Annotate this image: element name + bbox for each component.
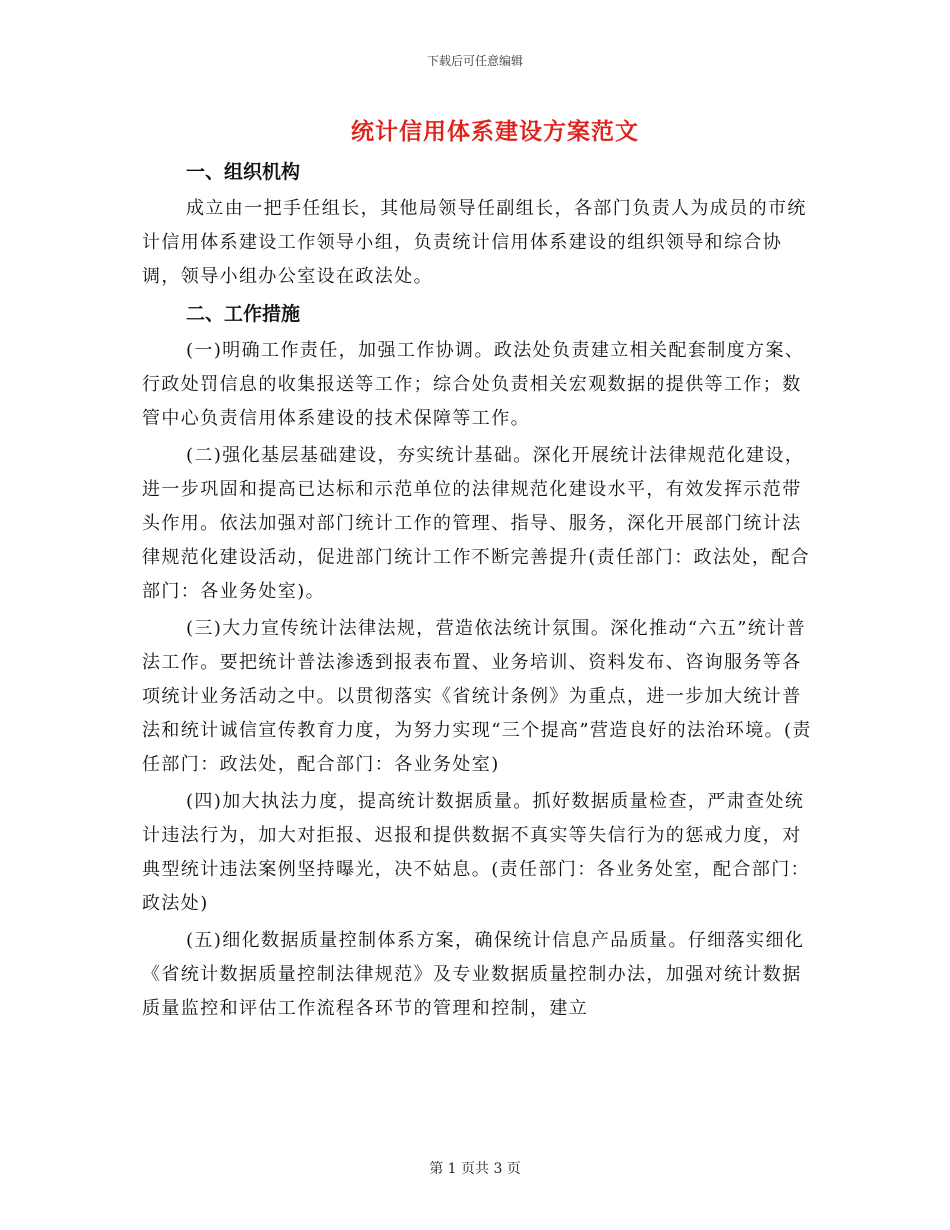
section-organization [142,155,814,294]
paragraph: (一)明确工作责任，加强工作协调。政法处负责建立相关配套制度方案、行政处罚信息的收集报送等工作；综合处负责相关宏观数据的提供等工作；数管中心负责信用体系建设的技术保障等工作。 [142,340,805,429]
section-work-measures [142,297,814,1026]
paragraph: (五)细化数据质量控制体系方案，确保统计信息产品质量。仔细落实细化《省统计数据质量控制法律规范》及专业数据质量控制办法，加强对统计数据质量监控和评估工作流程各环节的管理和控制，建立 [142,930,805,1019]
document-body [142,155,814,1029]
section-heading: 二、工作措施 [186,303,301,325]
page-footer: 第 1 页共 3 页 [429,1161,521,1177]
paragraph: (二)强化基层基础建设，夯实统计基础。深化开展统计法律规范化建设，进一步巩固和提高已达标和示范单位的法律规范化建设水平，有效发挥示范带头作用。依法加强对部门统计工作的管理、指导、服务，深化开展部门统计法律规范化建设活动，促进部门统计工作不断完善提升(责任部门：政法处，配合部门：各业务处室)。 [142,445,811,602]
paragraph: 成立由一把手任组长，其他局领导任副组长，各部门负责人为成员的市统计信用体系建设工作领导小组，负责统计信用体系建设的组织领导和综合协调，领导小组办公室设在政法处。 [142,198,807,287]
section-heading: 一、组织机构 [186,161,301,183]
paragraph: (四)加大执法力度，提高统计数据质量。抓好数据质量检查，严肃查处统计违法行为，加大对拒报、迟报和提供数据不真实等失信行为的惩戒力度，对典型统计违法案例坚持曝光，决不姑息。(责任部门：各业务处室，配合部门：政法处) [142,791,811,914]
page-header: 下载后可任意编辑 [426,54,523,68]
paragraph: (三)大力宣传统计法律法规，营造依法统计氛围。深化推动“六五”统计普法工作。要把统计普法渗透到报表布置、业务培训、资料发布、咨询服务等各项统计业务活动之中。以贯彻落实《省统计条例》为重点，进一步加大统计普法和统计诚信宣传教育力度，为努力实现“三个提高”营造良好的法治环境。(责任部门：政法处，配合部门：各业务处室) [142,618,812,775]
document-title: 统计信用体系建设方案范文 [351,118,639,145]
